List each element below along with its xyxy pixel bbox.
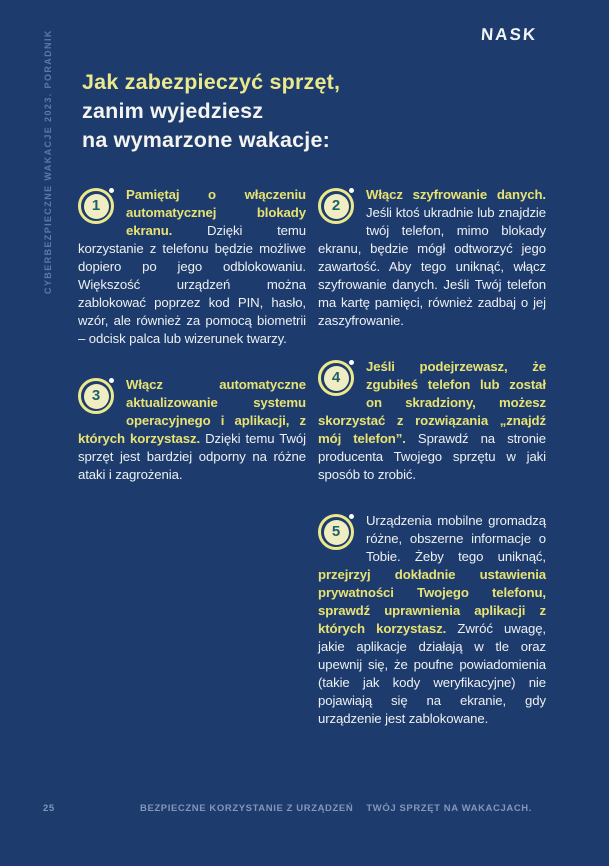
page-title-line-3: na wymarzone wakacje: (82, 128, 330, 152)
tip-item-2 (318, 186, 546, 330)
tip-5-number-badge (318, 514, 354, 550)
page-footer (0, 803, 609, 819)
page-number: 25 (43, 803, 55, 814)
tip-3-number-badge (78, 378, 114, 414)
tip-4-highlight-text: Jeśli podejrzewasz, że zgubiłeś telefon lub został on skradziony, możesz skorzystać z rozwiązania „znajdź mój telefon”. (318, 359, 546, 446)
page-title-line-2: zanim wyjedziesz (82, 99, 264, 123)
tip-3-highlight-text: Włącz automatyczne aktualizowanie systemu operacyjnego i aplikacji, z których korzystasz. (78, 377, 306, 446)
tip-1-body-text: Dzięki temu korzystanie z telefonu będzie możliwe dopiero po jego odblokowaniu. Większość urządzeń można zablokować poprzez kod PIN, hasło, wzór, ale również za pomocą biometrii – odcisk palca lub wizerunek twarzy. (78, 223, 306, 346)
sidebar-vertical-label: CYBERBEZPIECZNE WAKACJE 2023. PORADNIK (43, 29, 53, 294)
tip-2-number: 2 (324, 194, 349, 219)
badge-dot-icon (109, 378, 114, 383)
tip-2-body-text: Jeśli ktoś ukradnie lub znajdzie twój telefon, mimo blokady ekranu, będzie mógł odtworzyć jego zawartość. Aby tego uniknąć, włącz szyfrowanie danych. Jeśli Twój telefon ma kartę pamięci, również zadbaj o jej zaszyfrowanie. (318, 205, 546, 328)
tip-4-number: 4 (324, 366, 349, 391)
tip-5-highlight-text: przejrzyj dokładnie ustawienia prywatności Twojego telefonu, sprawdź uprawnienia aplikacji z których korzystasz. (318, 567, 546, 636)
tips-grid (78, 186, 546, 756)
tip-3-body-text: Dzięki temu Twój sprzęt jest bardziej odporny na różne ataki i zagrożenia. (78, 431, 306, 482)
tip-2-highlight-text: Włącz szyfrowanie danych. (366, 187, 546, 202)
badge-dot-icon (349, 188, 354, 193)
tip-3-number: 3 (84, 384, 109, 409)
page-title (82, 68, 340, 155)
tip-5-body-text-2: Zwróć uwagę, jakie aplikacje działają w tle oraz upewnij się, że poufne powiadomienia (takie jak kody weryfikacyjne) nie pojawiają się na ekranie, gdy urządzenie jest zablokowane. (318, 621, 546, 726)
badge-dot-icon (349, 360, 354, 365)
tip-5-body-text-1: Urządzenia mobilne gromadzą różne, obszerne informacje o Tobie. Żeby tego uniknąć, (366, 513, 546, 564)
tip-1-number-badge (78, 188, 114, 224)
tip-item-1 (78, 186, 306, 348)
badge-dot-icon (109, 188, 114, 193)
tip-1-highlight-text: Pamiętaj o włączeniu automatycznej blokady ekranu. (126, 187, 306, 238)
footer-chapter-label: TWÓJ SPRZĘT NA WAKACJACH. (366, 803, 532, 814)
footer-section-label: BEZPIECZNE KORZYSTANIE Z URZĄDZEŃ (140, 803, 354, 814)
tips-column-right (318, 186, 546, 756)
tip-1-number: 1 (84, 194, 109, 219)
badge-dot-icon (349, 514, 354, 519)
tip-2-number-badge (318, 188, 354, 224)
tip-item-3 (78, 376, 306, 484)
tip-item-5 (318, 512, 546, 728)
tip-4-body-text: Sprawdź na stronie producenta Twojego sprzętu w jaki sposób to zrobić. (318, 431, 546, 482)
page-title-line-1: Jak zabezpieczyć sprzęt, (82, 70, 341, 94)
tip-5-number: 5 (324, 520, 349, 545)
tip-item-4 (318, 358, 546, 484)
tip-4-number-badge (318, 360, 354, 396)
nask-logo: NASK (480, 25, 538, 44)
tips-column-left (78, 186, 306, 756)
